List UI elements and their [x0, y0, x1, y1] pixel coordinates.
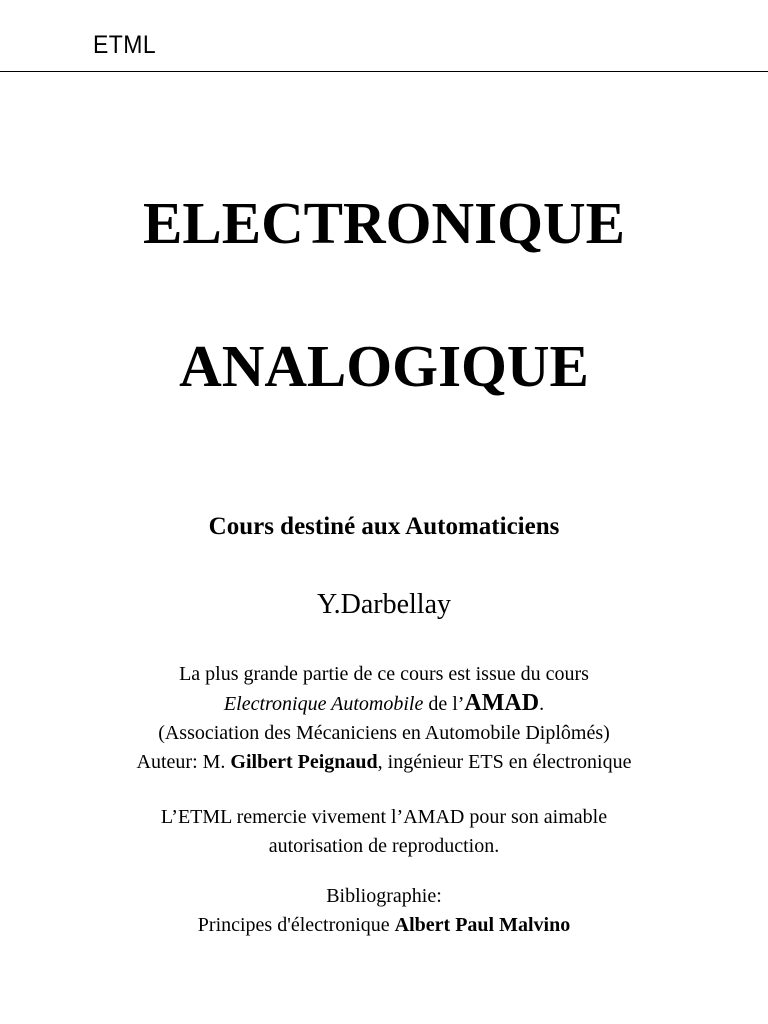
header-school-name: ETML — [93, 31, 157, 59]
document-title-line-1: ELECTRONIQUE — [143, 190, 625, 256]
bibliography-entry — [0, 911, 768, 940]
origin-line-1: La plus grande partie de ce cours est issue du cours — [179, 663, 589, 685]
thanks-block — [0, 803, 768, 861]
bibliography-block — [0, 882, 768, 940]
origin-of-the: de l’ — [423, 693, 465, 715]
origin-period: . — [539, 693, 545, 715]
bibliography-book-title: Principes d'électronique — [197, 914, 395, 936]
document-title-line-2: ANALOGIQUE — [179, 333, 589, 399]
origin-author-prefix: Auteur: M. — [136, 751, 231, 773]
origin-author-suffix: , ingénieur ETS en électronique — [377, 751, 632, 773]
document-subtitle: Cours destiné aux Automaticiens — [208, 513, 560, 540]
origin-author-line — [0, 748, 768, 777]
document-author: Y.Darbellay — [317, 589, 451, 620]
origin-org-acronym: AMAD — [464, 690, 540, 716]
header-rule — [0, 71, 768, 72]
thanks-line-2: autorisation de reproduction. — [268, 835, 500, 857]
origin-org-full-name: (Association des Mécaniciens en Automobile Diplômés) — [158, 722, 610, 744]
origin-line-2 — [0, 689, 768, 719]
bibliography-book-author: Albert Paul Malvino — [394, 914, 571, 936]
bibliography-label: Bibliographie: — [326, 885, 442, 907]
origin-course-name: Electronique Automobile — [223, 693, 424, 715]
origin-author-name: Gilbert Peignaud — [230, 751, 378, 773]
course-origin-block — [0, 660, 768, 777]
thanks-line-1: L’ETML remercie vivement l’AMAD pour son aimable — [160, 806, 608, 828]
